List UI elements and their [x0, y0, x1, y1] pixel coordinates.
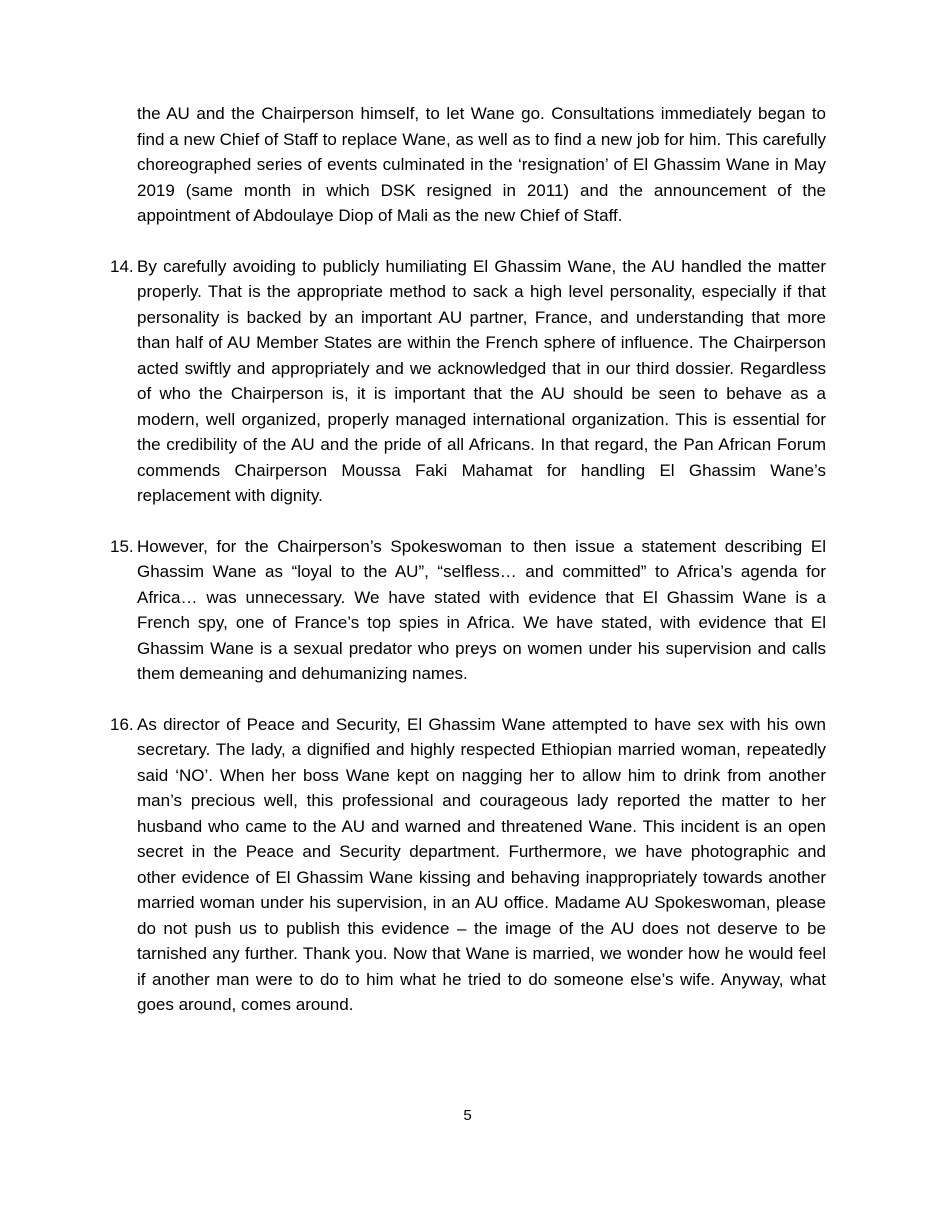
list-item-14-text: By carefully avoiding to publicly humiliating El Ghassim Wane, the AU handled the matter properly. That is the appropriate method to sack a high level personality, especially if that personality is backed by an important AU partner, France, and understanding that more than half of AU Member States are within the French sphere of influence. The Chairperson acted swiftly and appropriately and we acknowledged that in our third dossier. Regardless of who the Chairperson is, it is important that the AU should be seen to behave as a modern, well organized, properly managed international organization. This is essential for the credibility of the AU and the pride of all Africans. In that regard, the Pan African Forum commends Chairperson Moussa Faki Mahamat for handling El Ghassim Wane’s replacement with dignity. — [137, 256, 826, 505]
list-item-16-number: 16. — [110, 714, 134, 734]
list-item-16-text: As director of Peace and Security, El Ghassim Wane attempted to have sex with his own secretary. The lady, a dignified and highly respected Ethiopian married woman, repeatedly said ‘NO’. When her boss Wane kept on nagging her to allow him to drink from another man’s precious well, this professional and courageous lady reported the matter to her husband who came to the AU and warned and threatened Wane. This incident is an open secret in the Peace and Security department. Furthermore, we have photographic and other evidence of El Ghassim Wane kissing and behaving inappropriately towards another married woman under his supervision, in an AU office. Madame AU Spokeswoman, please do not push us to publish this evidence – the image of the AU does not deserve to be tarnished any further. Thank you. Now that Wane is married, we wonder how he would feel if another man were to do to him what he tried to do someone else’s wife. Anyway, what goes around, comes around. — [137, 714, 826, 1014]
page-number: 5 — [463, 1107, 472, 1124]
list-item-14 — [110, 254, 826, 509]
page-body — [110, 101, 826, 1018]
list-item-16 — [110, 712, 826, 1018]
list-item-15-text: However, for the Chairperson’s Spokeswoman to then issue a statement describing El Ghassim Wane as “loyal to the AU”, “selfless… and committed” to Africa’s agenda for Africa… was unnecessary. We have stated with evidence that El Ghassim Wane is a French spy, one of France’s top spies in Africa. We have stated, with evidence that El Ghassim Wane is a sexual predator who preys on women under his supervision and calls them demeaning and dehumanizing names. — [137, 536, 826, 683]
list-item-15 — [110, 534, 826, 687]
list-item-15-number: 15. — [110, 536, 134, 556]
paragraph-continuation: the AU and the Chairperson himself, to let Wane go. Consultations immediately began to find a new Chief of Staff to replace Wane, as well as to find a new job for him. This carefully choreographed series of events culminated in the ‘resignation’ of El Ghassim Wane in May 2019 (same month in which DSK resigned in 2011) and the announcement of the appointment of Abdoulaye Diop of Mali as the new Chief of Staff. — [137, 104, 826, 225]
list-item-14-number: 14. — [110, 256, 134, 276]
